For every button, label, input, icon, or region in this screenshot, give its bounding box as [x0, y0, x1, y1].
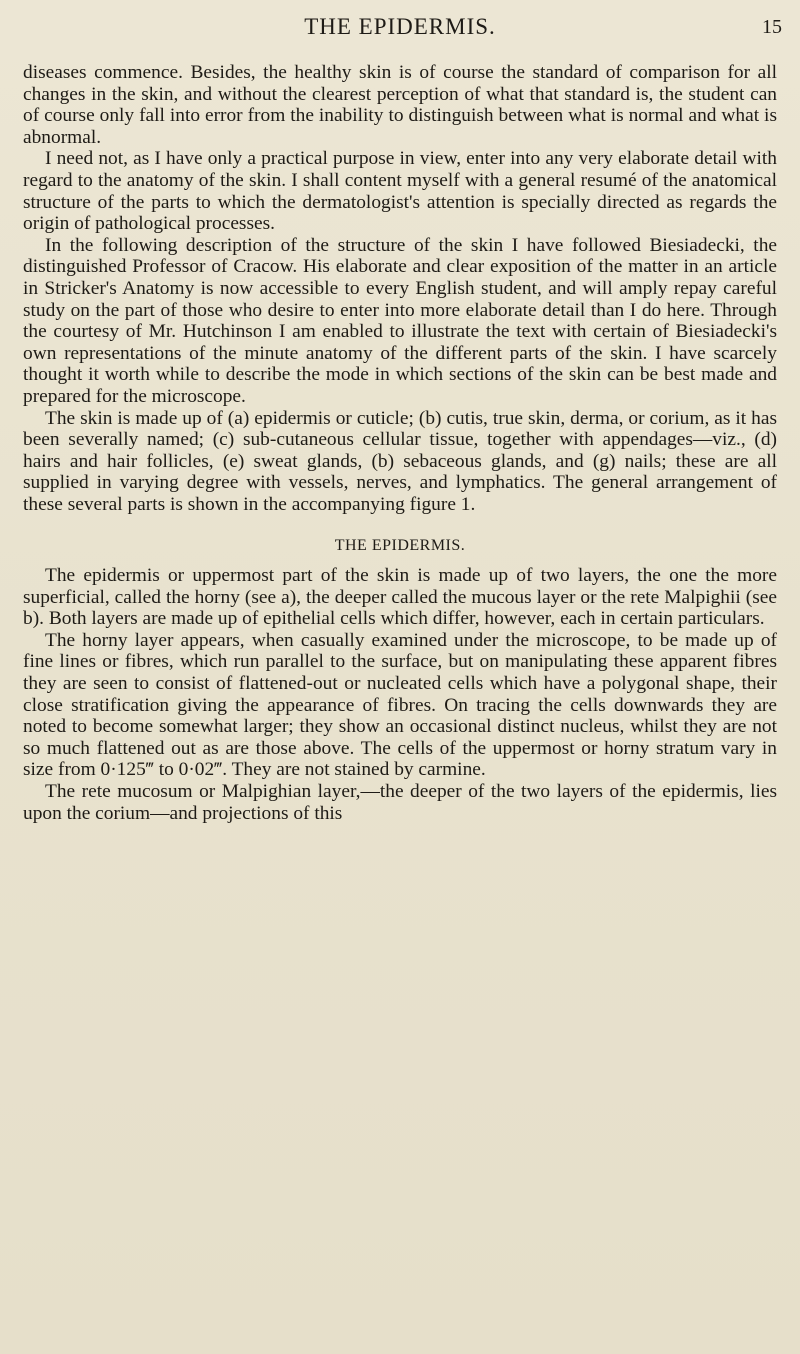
page-number: 15 [762, 16, 782, 38]
paragraph: diseases commence. Besides, the healthy skin is of course the standard of comparison for all changes in the skin, and without the clearest perception of what that standard is, the student can of course only fall into error from the inability to distinguish between what is normal and what is abnormal. [23, 62, 777, 148]
running-head [0, 8, 800, 46]
paragraph: In the following description of the structure of the skin I have followed Biesiadecki, the distinguished Professor of Cracow. His elaborate and clear exposition of the matter in an article in Stricker's Anatomy is now accessible to every English student, and will amply repay careful study on the part of those who desire to enter into more elaborate detail than I do here. Through the courtesy of Mr. Hutchinson I am enabled to illustrate the text with certain of Biesiadecki's own representations of the minute anatomy of the different parts of the skin. I have scarcely thought it worth while to describe the mode in which sections of the skin can be best made and prepared for the microscope. [23, 234, 777, 407]
paragraph: The skin is made up of (a) epidermis or cuticle; (b) cutis, true skin, derma, or corium, as it has been severally named; (c) sub-cutaneous cellular tissue, together with appendages—viz., (d) hairs and hair follicles, (e) sweat glands, (b) sebaceous glands, and (g) nails; these are all supplied in varying degree with vessels, nerves, and lymphatics. The general arrangement of these several parts is shown in the accompanying figure 1. [23, 407, 777, 515]
paragraph: I need not, as I have only a practical purpose in view, enter into any very elaborate detail with regard to the anatomy of the skin. I shall content myself with a general resumé of the anatomical structure of the parts to which the dermatologist's attention is specially directed as regards the origin of pathological processes. [23, 148, 777, 235]
body-text [23, 62, 777, 824]
running-title: THE EPIDERMIS. [304, 14, 496, 39]
paragraph: The rete mucosum or Malpighian layer,—the deeper of the two layers of the epidermis, lies upon the corium—and projections of this [23, 781, 777, 824]
paragraph: The horny layer appears, when casually examined under the microscope, to be made up of fine lines or fibres, which run parallel to the surface, but on manipulating these apparent fibres they are seen to consist of flattened-out or nucleated cells which have a polygonal shape, their close stratification giving the appearance of fibres. On tracing the cells downwards they are noted to become somewhat larger; they show an occasional distinct nucleus, whilst they are not so much flattened out as are those above. The cells of the uppermost or horny stratum vary in size from 0·125‴ to 0·02‴. They are not stained by carmine. [23, 629, 777, 781]
section-heading: THE EPIDERMIS. [334, 537, 466, 555]
paragraph: The epidermis or uppermost part of the skin is made up of two layers, the one the more superficial, called the horny (see a), the deeper called the mucous layer or the rete Malpighii (see b). Both layers are made up of epithelial cells which differ, however, each in certain particulars. [23, 565, 777, 630]
